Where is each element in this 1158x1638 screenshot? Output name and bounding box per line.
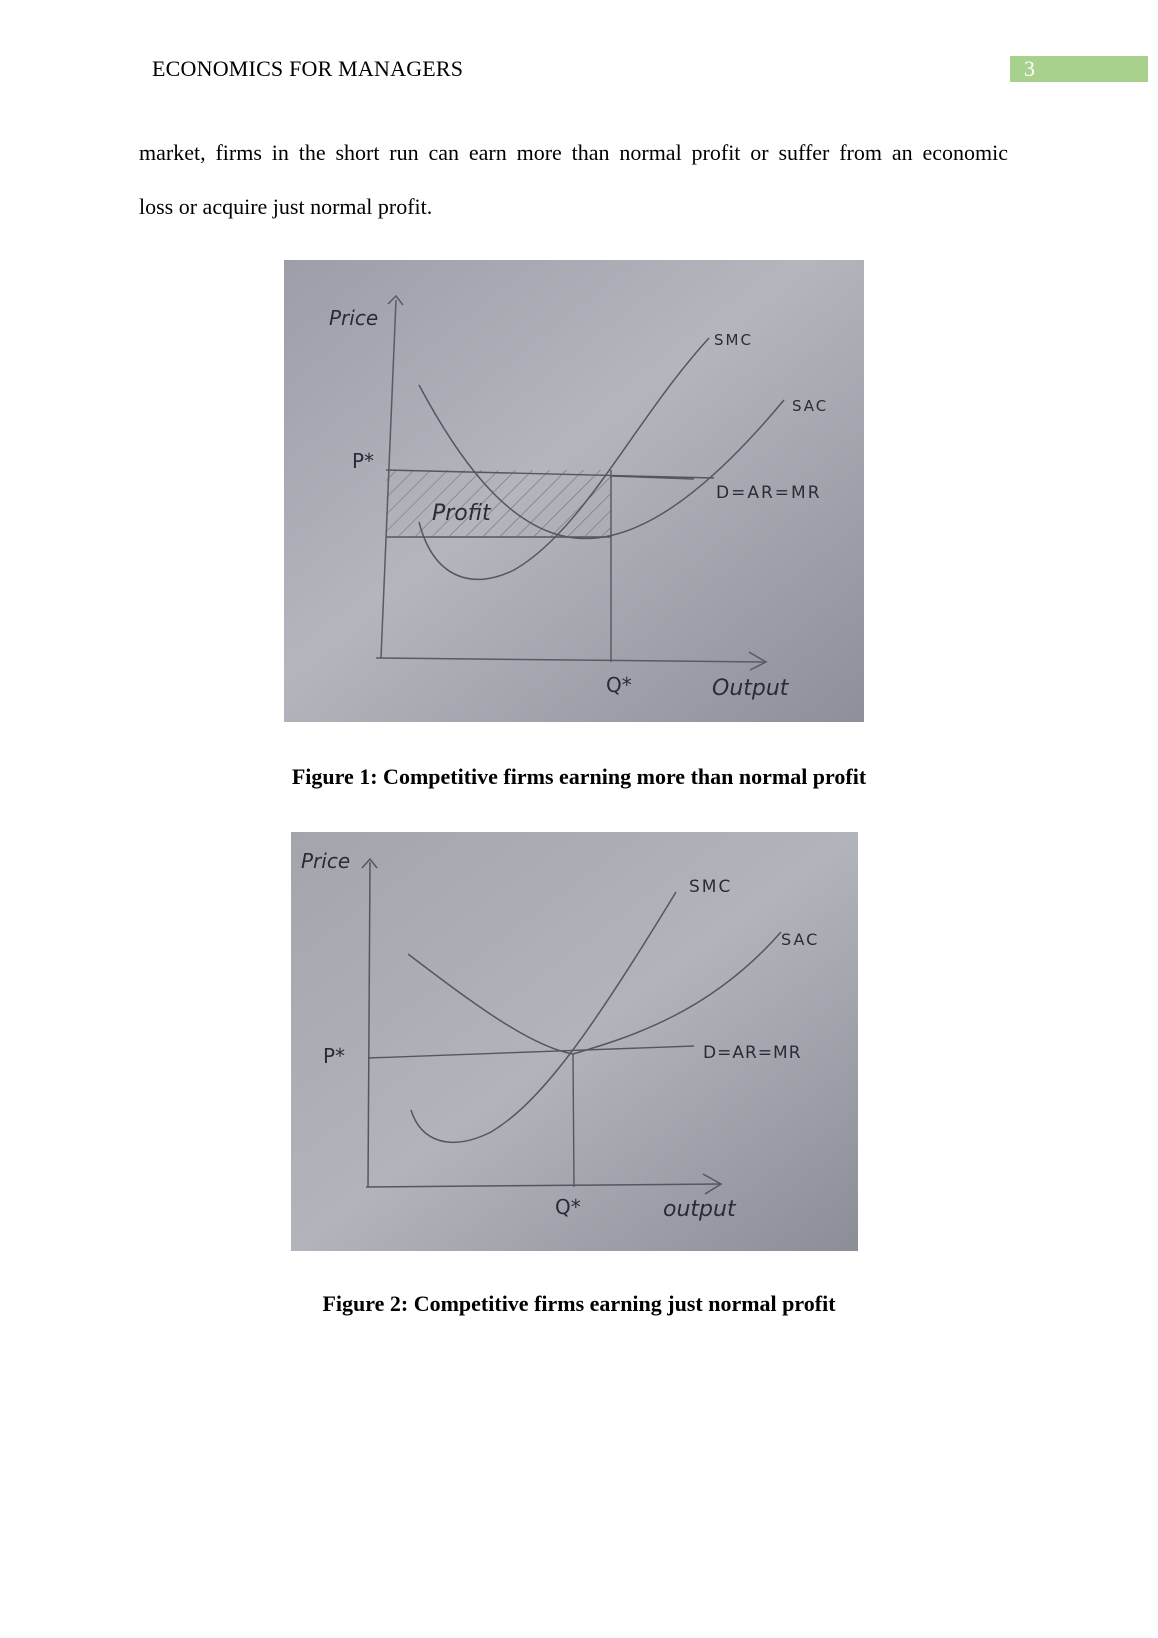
smc-label: SMC: [714, 331, 753, 349]
demand-label: D=AR=MR: [703, 1043, 802, 1063]
sac-label: SAC: [781, 930, 820, 949]
demand-label: D=AR=MR: [716, 483, 822, 503]
quantity-label: Q*: [555, 1195, 581, 1219]
figure-2-caption: Figure 2: Competitive firms earning just normal profit: [322, 1291, 836, 1316]
y-axis-label: Price: [329, 306, 379, 330]
paragraph-line-2: loss or acquire just normal profit.: [139, 194, 433, 219]
price-label: P*: [323, 1044, 346, 1068]
running-header-title: ECONOMICS FOR MANAGERS: [152, 56, 464, 81]
figure-2-image: [291, 832, 858, 1251]
y-axis-label: Price: [301, 849, 351, 873]
sac-label: SAC: [792, 397, 829, 415]
profit-label: Profit: [432, 501, 491, 526]
quantity-drop-line: [573, 1054, 574, 1187]
quantity-label: Q*: [606, 673, 632, 697]
figure-2-drawing: [291, 832, 858, 1251]
smc-label: SMC: [689, 877, 733, 897]
page-number: 3: [1010, 56, 1148, 82]
x-axis-label: output: [663, 1197, 736, 1222]
price-label: P*: [352, 449, 375, 473]
figure-1-image: [284, 260, 864, 722]
paragraph-line-1: market, firms in the short run can earn more than normal profit or suffer from an economic: [139, 140, 1008, 165]
figure-1-caption: Figure 1: Competitive firms earning more than normal profit: [291, 764, 867, 789]
x-axis-label: Output: [712, 676, 789, 701]
paper-background: [291, 832, 858, 1251]
figure-1-drawing: [284, 260, 864, 722]
